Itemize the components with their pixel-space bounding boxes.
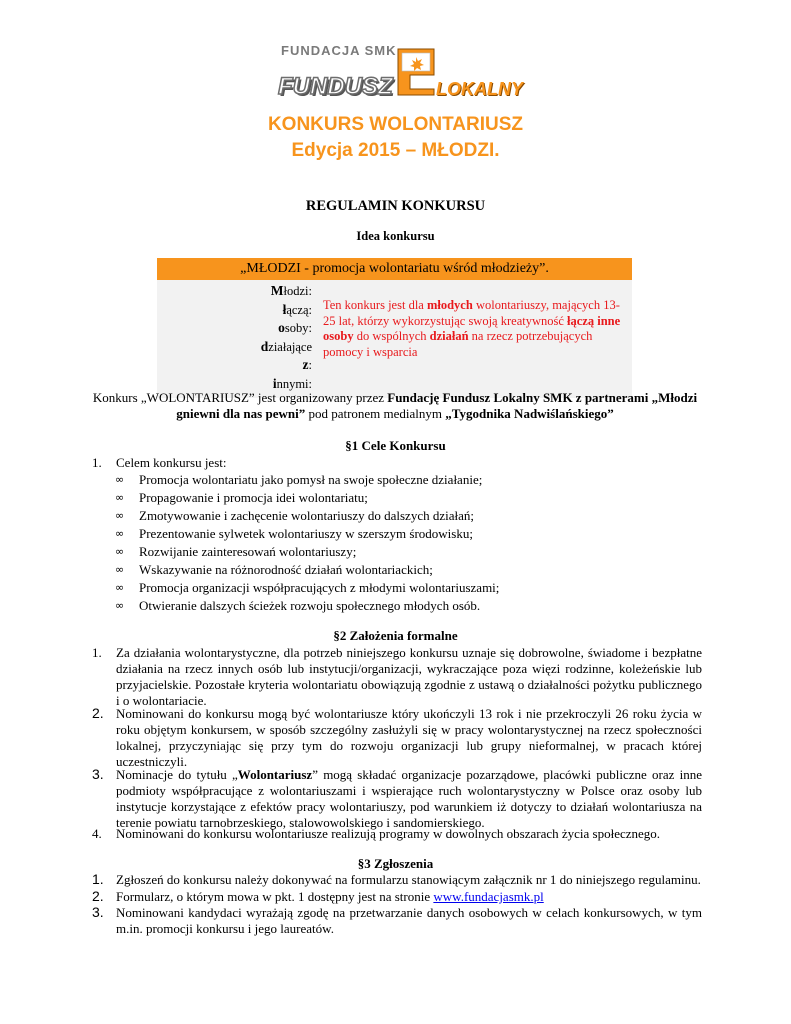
section3-heading: §3 Zgłoszenia: [357, 856, 434, 871]
idea-table: [157, 258, 632, 398]
acrostic-line: innymi:: [272, 375, 312, 391]
idea-table-header: „MŁODZI - promocja wolontariatu wśród młodzieży”.: [157, 258, 632, 280]
intro-paragraph: Konkurs „WOLONTARIUSZ” jest organizowany przez Fundację Fundusz Lokalny SMK z partnerami „Młodzi gniewni dla nas pewni” pod patronem medialnym „Tygodnika Nadwiślańskiego”: [92, 390, 698, 421]
logo-emblem-icon: [396, 45, 436, 97]
section2-heading: §2 Założenia formalne: [333, 628, 458, 643]
logo-line1: FUNDACJA SMK: [281, 43, 397, 58]
idea-heading: Idea konkursu: [356, 229, 435, 243]
infinity-bullet-icon: ∞: [115, 509, 125, 522]
infinity-bullet-icon: ∞: [115, 599, 125, 612]
regulamin-heading: REGULAMIN KONKURSU: [305, 198, 486, 214]
acrostic-line: Młodzi:: [270, 283, 312, 298]
fundusz-lokalny-logo: [278, 43, 546, 105]
section3-item: 2. Formularz, o którym mowa w pkt. 1 dostępny jest na stronie www.fundacjasmk.pl: [92, 888, 544, 904]
acrostic-line: działające: [260, 338, 312, 354]
page-title: KONKURS WOLONTARIUSZ: [267, 114, 524, 135]
page-subtitle: Edycja 2015 – MŁODZI.: [291, 140, 500, 161]
section2-item: 4. Nominowani do konkursu wolontariusze realizują programy w dowolnych obszarach życia społecznego.: [92, 826, 661, 841]
logo-word-fundusz: FUNDUSZ: [278, 73, 393, 100]
section1-item: 1. Celem konkursu jest:: [92, 455, 227, 470]
acrostic-line: z:: [302, 357, 312, 372]
section3-item: 3. Nominowani kandydaci wyrażają zgodę na przetwarzanie danych osobowych w celach konkursowych, w tym m.in. promocji konkursu i jego laureatów.: [92, 904, 702, 936]
section1-heading: §1 Cele Konkursu: [345, 438, 446, 453]
idea-table-body: [157, 280, 632, 398]
infinity-bullet-icon: ∞: [115, 473, 125, 486]
acrostic-line: łączą:: [282, 301, 312, 317]
section2-item: 1. Za działania wolontarystyczne, dla potrzeb niniejszego konkursu uznaje się dobrowolne, świadome i bezpłatne działania na rzecz innych osób lub instytucji/organizacji, wykraczające poza więzi rodzinne, koleżeńskie lub przyjacielskie. Pozostałe kryteria wolontariatu obowiązują zgodnie z ustawą o działalności pożytku publicznego i o wolontariacie.: [92, 645, 702, 708]
acrostic-list: [261, 282, 312, 393]
infinity-bullet-icon: ∞: [115, 563, 125, 576]
acrostic-line: osoby:: [278, 320, 312, 335]
infinity-bullet-icon: ∞: [115, 581, 125, 594]
section2-item: 2. Nominowani do konkursu mogą być wolontariusze który ukończyli 13 rok i nie przekroczyli 26 roku życia w roku objętym konkursem, w sposób szczególny zasłużyli się w pracy wolontarystycznej na rzecz społeczności lokalnej, przyczyniając się przy tym do rozwoju organizacji lub grupy nieformalnej, w pracach której uczestniczyli.: [92, 705, 702, 769]
idea-description: Ten konkurs jest dla młodych wolontariuszy, mających 13-25 lat, którzy wykorzystując swoją kreatywność łączą inne osoby do wspólnych działań na rzecz potrzebujących pomocy i wsparcia: [323, 298, 621, 359]
infinity-bullet-icon: ∞: [115, 527, 125, 540]
section3-item: 1. Zgłoszeń do konkursu należy dokonywać na formularzu stanowiącym załącznik nr 1 do niniejszego regulaminu.: [92, 871, 701, 887]
infinity-bullet-icon: ∞: [115, 545, 125, 558]
infinity-bullet-icon: ∞: [115, 491, 125, 504]
fundacjasmk-link[interactable]: www.fundacjasmk.pl: [433, 889, 544, 904]
section2-item: 3. Nominacje do tytułu „Wolontariusz” mogą składać organizacje pozarządowe, placówki publiczne oraz inne podmioty współpracujące z wolontariuszami i wspierające ruch wolontarystyczny w Polsce oraz osoby lub instytucje korzystające z efektów pracy wolontariuszy, pod warunkiem iż dotyczy to działań wolontariusza na terenie powiatu tarnobrzeskiego, stalowowolskiego i sandomierskiego.: [92, 766, 702, 830]
logo-word-lokalny: LOKALNY: [436, 79, 523, 99]
